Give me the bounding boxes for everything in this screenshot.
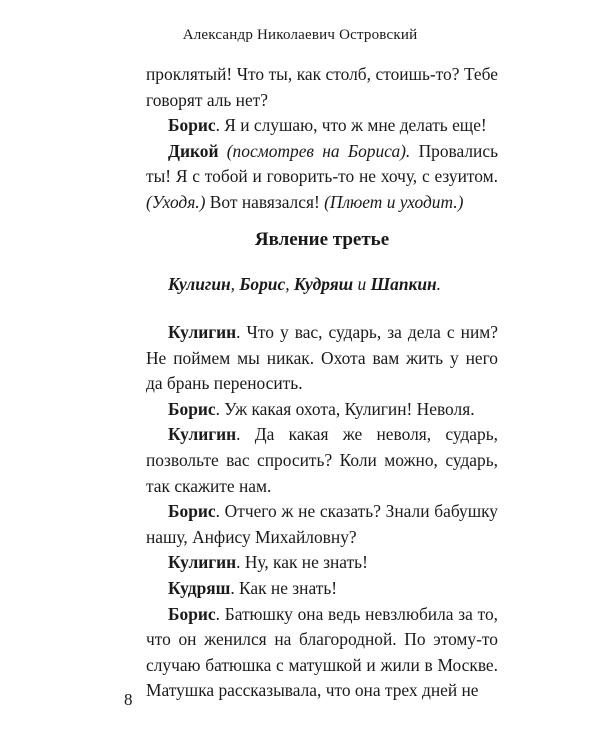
speaker-name: Борис [168,603,216,624]
stage-direction: (Уходя.) [146,191,206,212]
cast-list [168,274,441,295]
speaker-name: Кулигин [168,424,237,445]
paragraph-continuation: проклятый! Что ты, как столб, стоишь-то? Тебе говорят аль нет? [146,64,498,110]
cast-name: Борис [239,274,286,294]
dialogue-text: . Что у вас, сударь, за дела с ним? Не поймем мы никак. Охота вам жить у него да брань переносить. [146,322,498,394]
scene-heading: Явление третье [254,229,390,250]
dialogue-line [146,550,498,576]
dialogue-line [146,602,498,704]
cast-name: Кулигин [168,274,231,294]
page-number: 8 [124,690,133,709]
cast-name: Шапкин [370,274,437,294]
speaker-name: Кулигин [168,552,237,573]
cast-separator: , [230,274,240,294]
dialogue-text: . Отчего ж не сказать? Знали бабушку нашу, Анфису Михайловну? [146,501,498,547]
dialogue-line [146,499,498,550]
dialogue-text: . Уж какая охота, Кулигин! Неволя. [215,398,475,419]
dialogue-line [146,113,498,139]
speaker-name: Кудряш [168,577,231,598]
dialogue-text: Вот навязался! [205,191,325,212]
cast-separator: . [436,274,442,294]
dialogue-line [146,397,498,423]
text-block-main [146,320,498,704]
dialogue-line [146,139,498,216]
stage-direction: (Плюет и уходит.) [324,191,464,212]
speaker-name: Борис [168,398,216,419]
running-head: Александр Николаевич Островский [182,27,418,43]
cast-name: Кудряш [293,274,354,294]
dialogue-text: . Я и слушаю, что ж мне делать еще! [215,115,487,136]
text-block-top [146,62,498,216]
dialogue-text: . Как не знать! [230,577,338,598]
speaker-name: Кулигин [168,322,237,342]
cast-separator: , [285,274,294,294]
dialogue-text: . Батюшку она ведь невзлюбила за то, что он женился на благородной. По этому-то случаю батюшка с матушкой и жили в Москве. Матушка рассказывала, что она трех дней не [146,603,498,701]
speaker-name: Борис [168,115,216,136]
dialogue-line [146,576,498,602]
dialogue-text: . Да какая же неволя, сударь, позвольте вас спросить? Коли можно, сударь, так скажите нам. [146,424,498,496]
cast-separator: и [353,274,371,294]
dialogue-line [146,422,498,499]
dialogue-text: . Ну, как не знать! [236,552,368,573]
dialogue-line [146,320,498,397]
speaker-name: Дикой [168,140,219,161]
speaker-name: Борис [168,501,216,522]
dialogue-text: Провались ты! Я с тобой и говорить-то не хочу, с езуитом. [146,140,499,187]
stage-direction: (посмотрев на Бориса). [218,140,411,161]
